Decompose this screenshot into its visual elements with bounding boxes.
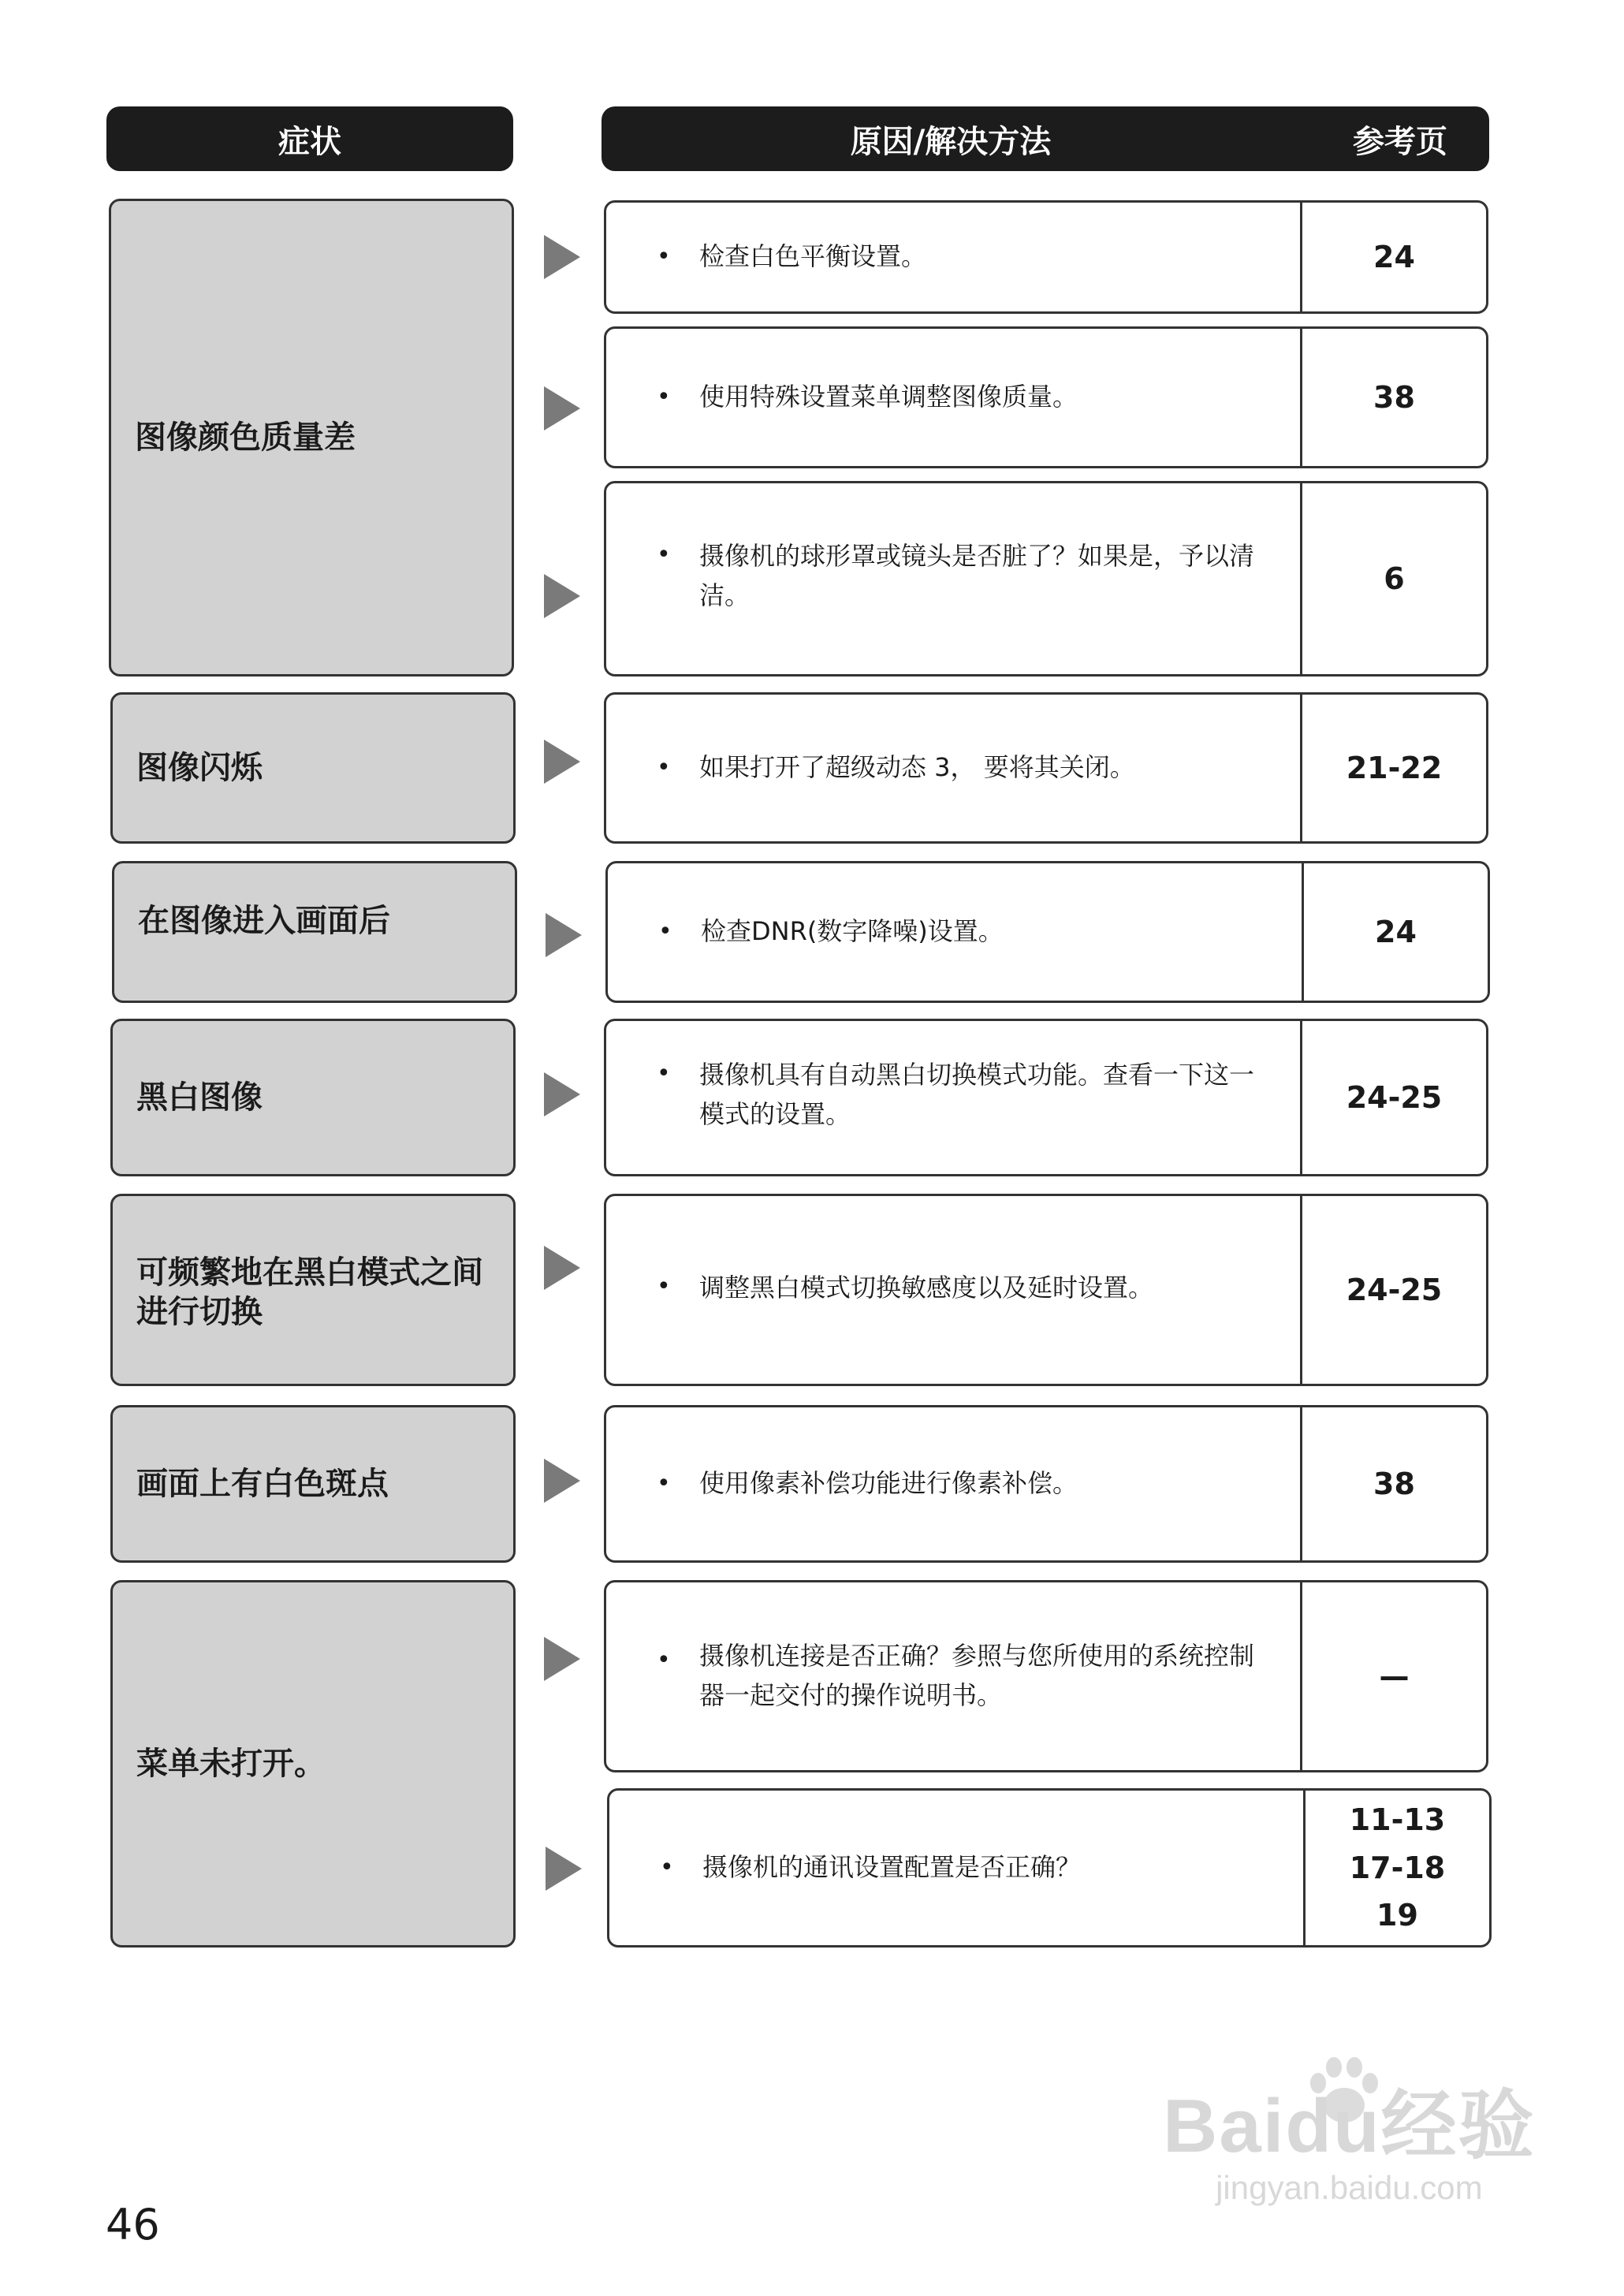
symptom-text: 图像颜色质量差: [135, 419, 356, 456]
cause-text: 摄像机连接是否正确？参照与您所使用的系统控制器一起交付的操作说明书。: [699, 1641, 1255, 1710]
page-ref-cell: [1300, 203, 1486, 311]
arrow-icon: [544, 386, 580, 430]
cause-box: [604, 1580, 1488, 1772]
page-ref: 24-25: [1346, 1272, 1443, 1307]
symptom-text: 可频繁地在黑白模式之间进行切换: [136, 1254, 483, 1330]
arrow-icon: [546, 1847, 582, 1891]
bullet-icon: •: [657, 753, 671, 781]
cause-box: [604, 1019, 1488, 1176]
cause-text: 摄像机具有自动黑白切换模式功能。查看一下这一模式的设置。: [699, 1060, 1255, 1129]
cause-box: [604, 1194, 1488, 1386]
page-ref: 17-18: [1349, 1850, 1446, 1885]
cause-text: 调整黑白模式切换敏感度以及延时设置。: [699, 1273, 1154, 1303]
page-ref-cell: [1300, 1407, 1486, 1560]
cause-box: [607, 1788, 1492, 1948]
arrow-icon: [544, 1072, 580, 1116]
cause-text: 摄像机的通讯设置配置是否正确？: [702, 1852, 1082, 1883]
page-ref: 24-25: [1346, 1079, 1443, 1115]
cause-text-cell: [606, 695, 1300, 841]
page-ref-cell: [1302, 863, 1488, 1001]
arrow-icon: [544, 1246, 580, 1290]
page-ref: 6: [1384, 561, 1405, 596]
page-ref: 11-13: [1349, 1802, 1446, 1837]
cause-text-cell: [606, 329, 1300, 466]
watermark-url: jingyan.baidu.com: [1216, 2169, 1483, 2206]
symptom-text: 图像闪烁: [136, 750, 263, 786]
cause-text-cell: [606, 483, 1300, 674]
symptom-text: 在图像进入画面后: [138, 903, 390, 939]
cause-text: 检查白色平衡设置。: [699, 241, 927, 272]
symptom-box: [112, 861, 517, 1003]
arrow-icon: [546, 913, 582, 957]
symptom-box: [110, 692, 516, 844]
cause-box: [604, 481, 1488, 676]
bullet-icon: •: [657, 541, 671, 568]
symptom-box: [110, 1194, 516, 1386]
arrow-icon: [544, 1459, 580, 1503]
page-ref: 24: [1375, 914, 1417, 949]
page-ref: 19: [1376, 1898, 1418, 1933]
cause-box: [604, 1405, 1488, 1563]
bullet-icon: •: [660, 1853, 674, 1881]
bullet-icon: •: [657, 1646, 671, 1674]
arrow-icon: [544, 574, 580, 618]
cause-text: 检查DNR(数字降噪)设置。: [701, 916, 1004, 947]
symptom-text: 画面上有白色斑点: [136, 1466, 389, 1502]
cause-text: 摄像机的球形罩或镜头是否脏了？如果是，予以清洁。: [699, 541, 1255, 610]
page-ref-cell: [1300, 329, 1486, 466]
bullet-icon: •: [657, 242, 671, 270]
page-ref: 38: [1373, 379, 1415, 415]
cause-text: 如果打开了超级动态 3， 要将其关闭。: [699, 752, 1135, 783]
bullet-icon: •: [657, 1469, 671, 1497]
symptom-box: [110, 1580, 516, 1948]
symptom-box: [110, 1405, 516, 1563]
cause-header: [604, 109, 1487, 169]
arrow-icon: [544, 740, 580, 784]
cause-text-cell: [606, 1582, 1300, 1770]
cause-text-cell: [606, 1196, 1300, 1384]
page-ref: —: [1379, 1658, 1410, 1694]
page-ref: 24: [1373, 239, 1415, 274]
page-ref: 38: [1373, 1466, 1415, 1501]
symptom-box: [110, 1019, 516, 1176]
cause-box: [605, 861, 1490, 1003]
symptom-text: 菜单未打开。: [136, 1746, 326, 1782]
bullet-icon: •: [658, 917, 672, 945]
arrow-icon: [544, 1637, 580, 1681]
cause-text-cell: [609, 1791, 1303, 1945]
symptom-box: [109, 199, 514, 676]
cause-text: 使用像素补偿功能进行像素补偿。: [699, 1468, 1078, 1499]
cause-text-cell: [606, 1021, 1300, 1174]
watermark: [1163, 2066, 1536, 2207]
page-ref-cell: [1303, 1791, 1489, 1945]
bullet-icon: •: [657, 382, 671, 411]
page-number: 46: [106, 2200, 160, 2249]
cause-text-cell: [608, 863, 1302, 1001]
arrow-icon: [544, 235, 580, 279]
page-header-label: 参考页: [1353, 123, 1447, 160]
symptom-header-label: 症状: [278, 123, 341, 160]
cause-header-label: 原因/解决方法: [850, 123, 1052, 160]
symptom-header: [109, 109, 511, 169]
cause-text: 使用特殊设置菜单调整图像质量。: [699, 382, 1078, 412]
page-ref-cell: [1300, 1021, 1486, 1174]
symptom-text: 黑白图像: [136, 1079, 263, 1116]
bullet-icon: •: [657, 1273, 671, 1300]
cause-text-cell: [606, 203, 1300, 311]
cause-box: [604, 200, 1488, 314]
watermark-brand: Baidu经验: [1163, 2084, 1536, 2168]
cause-box: [604, 326, 1488, 468]
page-ref-cell: [1300, 1582, 1486, 1770]
cause-text-cell: [606, 1407, 1300, 1560]
page-ref-cell: [1300, 1196, 1486, 1384]
page-ref: 21-22: [1346, 750, 1443, 785]
bullet-icon: •: [657, 1060, 671, 1087]
page-ref-cell: [1300, 483, 1486, 674]
cause-box: [604, 692, 1488, 844]
page-ref-cell: [1300, 695, 1486, 841]
